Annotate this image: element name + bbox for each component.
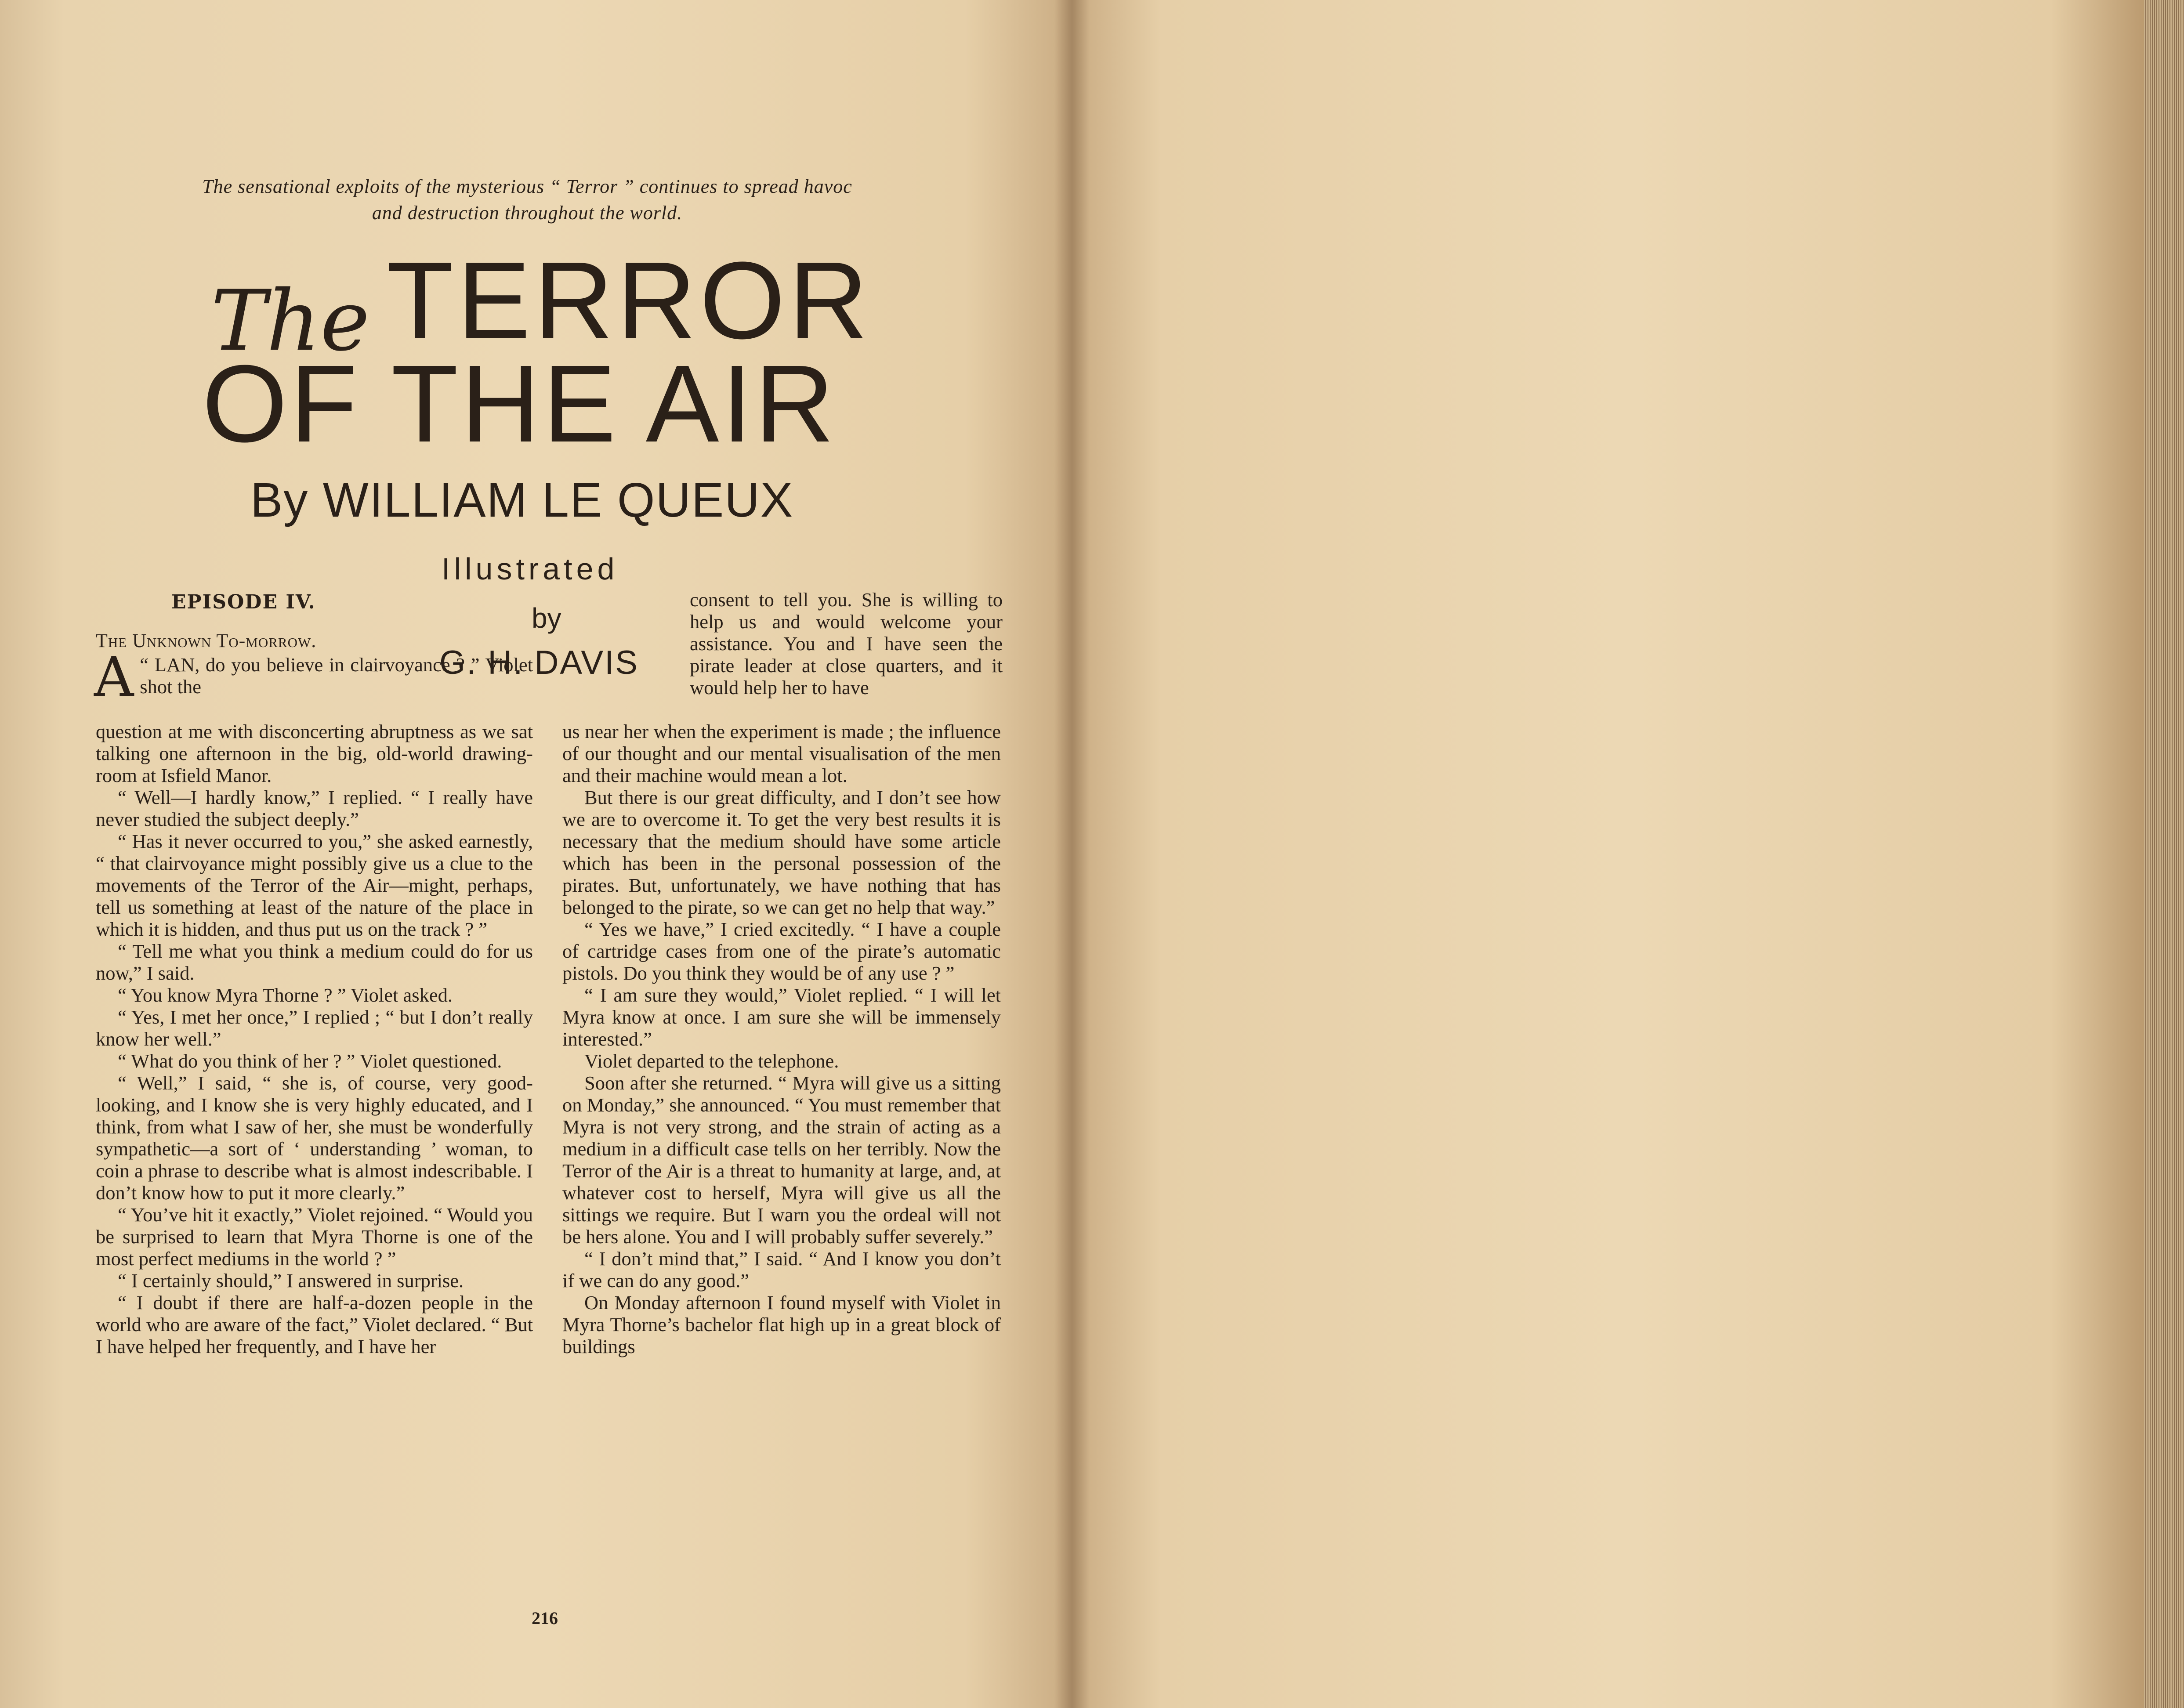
- episode-heading: EPISODE IV.: [171, 591, 316, 613]
- paragraph: Violet departed to the telephone.: [584, 1050, 839, 1072]
- left-page: [0, 0, 1072, 1708]
- column-1: [96, 720, 533, 1357]
- paragraph: us near her when the experiment is made ; the influence of our thought and our mental visualisation of the men and their machine would mean a lot.: [562, 720, 1001, 786]
- paragraph: consent to tell you. She is willing to help us and would welcome your assistance. You and I have seen the pirate leader at close quarters, and it would help her to have: [690, 589, 1003, 698]
- book-gutter: [1054, 0, 1090, 1708]
- illustrator-name: G. H. DAVIS: [439, 644, 639, 681]
- column-2: [562, 720, 1001, 1357]
- intro-blurb: The sensational exploits of the mysterious “ Terror ” continues to spread havoc and destruction throughout the world.: [202, 176, 852, 224]
- column-1-opening: [94, 645, 533, 709]
- page-edges: [2144, 0, 2184, 1708]
- paragraph: “ You’ve hit it exactly,” Violet rejoined. “ Would you be surprised to learn that Myra Thorne is one of the most perfect mediums in the world ? ”: [96, 1204, 533, 1270]
- title-the: The: [211, 272, 370, 369]
- drop-cap: A: [94, 645, 134, 709]
- paragraph: question at me with disconcerting abruptness as we sat talking one afternoon in the big, old-world drawing-room at Isfield Manor.: [96, 720, 533, 786]
- paragraph: “ Tell me what you think a medium could do for us now,” I said.: [96, 940, 533, 984]
- title-logo: [202, 239, 887, 466]
- paragraph: “ Well,” I said, “ she is, of course, very good-looking, and I know she is very highly educated, and I think, from what I saw of her, she must be wonderfully sympathetic—a sort of ‘ understanding ’ woman, to coin a phrase to describe what is almost indescribable. I don’t know how to put it more clearly.”: [96, 1072, 533, 1204]
- title-line-1: TERROR: [387, 239, 872, 362]
- paragraph: But there is our great difficulty, and I don’t see how we are to overcome it. To get the very best results it is necessary that the medium should have some article which has been in the personal possession of the pirates. But, unfortunately, we have nothing that has belonged to the pirate, so we can get no help that way.”: [562, 786, 1001, 918]
- paragraph: “ I certainly should,” I answered in surprise.: [118, 1270, 464, 1292]
- author-byline: By WILLIAM LE QUEUX: [250, 473, 794, 527]
- illustrated-by-label: by: [532, 602, 561, 634]
- paragraph: “ Yes, I met her once,” I replied ; “ but I don’t really know her well.”: [96, 1006, 533, 1050]
- page-number-left: 216: [532, 1608, 558, 1628]
- paragraph: “ Well—I hardly know,” I replied. “ I really have never studied the subject deeply.”: [96, 786, 533, 830]
- paragraph: “ Yes we have,” I cried excitedly. “ I have a couple of cartridge cases from one of the pirate’s automatic pistols. Do you think they would be of any use ? ”: [562, 918, 1001, 984]
- paragraph: “ Has it never occurred to you,” she asked earnestly, “ that clairvoyance might possibly give us a clue to the movements of the Terror of the Air—might, perhaps, tell us something at least of the nature of the place in which it is hidden, and thus put us on the track ? ”: [96, 830, 533, 940]
- paragraph: Soon after she returned. “ Myra will give us a sitting on Monday,” she announced. “ You must remember that Myra is not very strong, and the strain of acting as a medium in a difficult case tells on her terribly. Now the Terror of the Air is a threat to humanity at large, and, at whatever cost to herself, Myra will give us all the sittings we require. But I warn you the ordeal will not be hers alone. You and I will probably suffer severely.”: [562, 1072, 1001, 1248]
- right-page: [1072, 0, 2184, 1708]
- opening-line: “ LAN, do you believe in clairvoyance ? ” Violet shot the: [140, 654, 533, 698]
- paragraph: “ You know Myra Thorne ? ” Violet asked.: [118, 984, 453, 1006]
- column-2-opening: [690, 589, 1003, 698]
- paragraph: On Monday afternoon I found myself with Violet in Myra Thorne’s bachelor flat high up in a great block of buildings: [562, 1292, 1001, 1357]
- title-line-2: OF THE AIR: [202, 342, 837, 465]
- paragraph: “ I don’t mind that,” I said. “ And I know you don’t if we can do any good.”: [562, 1248, 1001, 1292]
- paragraph: “ What do you think of her ? ” Violet questioned.: [118, 1050, 502, 1072]
- paragraph: “ I am sure they would,” Violet replied. “ I will let Myra know at once. I am sure she will be immensely interested.”: [562, 984, 1001, 1050]
- chapter-title: The Unknown To-morrow.: [96, 630, 317, 651]
- illustrated-label: Illustrated: [442, 552, 619, 586]
- paragraph: “ I doubt if there are half-a-dozen people in the world who are aware of the fact,” Violet declared. “ But I have helped her frequently, and I have her: [96, 1292, 533, 1357]
